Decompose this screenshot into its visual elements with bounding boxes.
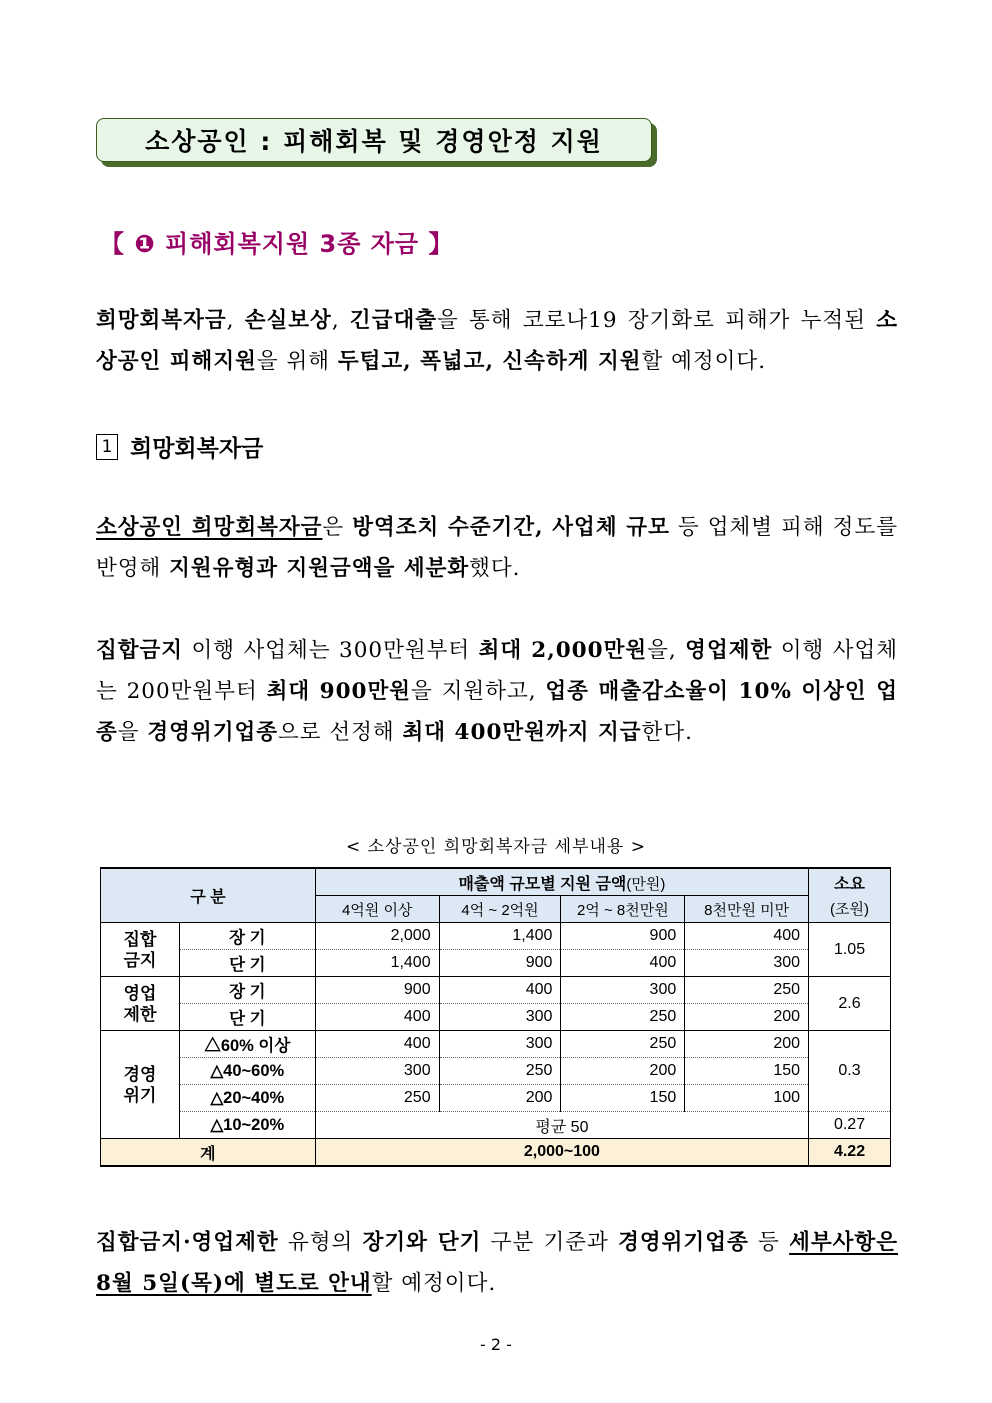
row-label: 장 기 [179,923,315,950]
para3-bold: 최대 400만원까지 지급 [402,720,642,745]
para3-text: 한다. [641,720,693,745]
intro-bold-3: 긴급대출 [349,308,437,333]
total-range: 2,000~100 [315,1139,808,1167]
table-cell: 250 [561,1004,685,1031]
table-cell: 300 [685,950,809,977]
para2-bold: 지원유형과 지원금액을 세분화 [169,556,470,581]
intro-bold-5: 두텁고, 폭넓고, 신속하게 지원 [337,349,642,374]
group-label-restrict: 영업 제한 [101,977,180,1031]
intro-text: 할 예정이다. [641,349,767,374]
row-label: △60% 이상 [179,1031,315,1058]
group-label-ban: 집합 금지 [101,923,180,977]
col-header-4: 8천만원 미만 [685,896,809,923]
page-number: - 2 - [480,1335,512,1354]
section-heading: 【 ❶ 피해회복지원 3종 자금 】 [100,230,454,258]
intro-bold-4: 소상공인 피해지원 [96,308,899,374]
table-cell: 900 [315,977,439,1004]
para3-text: 이행 사업체는 200만원부터 [96,638,898,704]
table-cell: 200 [685,1004,809,1031]
table-cell: 400 [315,1031,439,1058]
para3-text: 으로 선정해 [278,720,403,745]
table-cell: 300 [439,1004,561,1031]
para4-bold-underline: 세부사항은 8월 5일(목)에 별도로 안내 [96,1230,898,1296]
para3-text: 을 [117,720,148,745]
table-cell: 300 [315,1058,439,1085]
table-cell: 400 [439,977,561,1004]
total-sum: 4.22 [809,1139,891,1167]
sub-heading [96,430,263,463]
row-label: △10~20% [179,1112,315,1139]
title-box [96,118,652,162]
group-total-restrict: 2.6 [809,977,891,1031]
para3-text: 을 지원하고, [411,679,546,704]
col-header-1: 4억원 이상 [315,896,439,923]
header-amount-unit: (만원) [626,875,666,893]
intro-bold-1: 희망회복자금 [96,308,227,333]
row-label: 단 기 [179,1004,315,1031]
intro-text: 을 통해 코로나19 장기화로 피해가 누적된 [437,308,877,333]
group-total-ban: 1.05 [809,923,891,977]
group-total-crisis: 0.3 [809,1031,891,1112]
table-cell: 250 [561,1031,685,1058]
header-required: 소요 [809,868,891,896]
sub-heading-number: 1 [96,434,118,460]
table-cell: 400 [561,950,685,977]
intro-text: , [226,308,245,333]
paragraph-4 [96,1222,898,1304]
intro-bold-2: 손실보상 [244,308,332,333]
para3-bold: 최대 900만원 [266,679,412,704]
col-header-3: 2억 ~ 8천만원 [561,896,685,923]
para4-bold: 경영위기업종 [618,1230,749,1255]
table-cell: 200 [685,1031,809,1058]
header-division: 구 분 [101,868,316,923]
table-cell: 400 [685,923,809,950]
table-cell: 1,400 [315,950,439,977]
intro-paragraph [96,300,898,382]
para4-text: 할 예정이다. [371,1271,497,1296]
table-cell: 300 [439,1031,561,1058]
group-label-crisis: 경영 위기 [101,1031,180,1139]
table-cell: 300 [561,977,685,1004]
para4-text: 등 [748,1230,790,1255]
para2-bold-underline: 소상공인 희망회복자금 [96,515,323,540]
para3-bold: 영업제한 [685,638,773,663]
table-cell: 250 [315,1085,439,1112]
intro-text: , [331,308,350,333]
table-cell: 250 [439,1058,561,1085]
group-total-crisis-low: 0.27 [809,1112,891,1139]
para3-text: 이행 사업체는 300만원부터 [183,638,479,663]
header-amount [315,868,808,896]
para3-bold: 집합금지 [96,638,184,663]
table-cell: 200 [439,1085,561,1112]
para4-bold: 집합금지·영업제한 [96,1230,279,1255]
row-label: △40~60% [179,1058,315,1085]
table-cell: 1,400 [439,923,561,950]
support-table [100,867,891,1167]
para2-text: 등 업체별 피해 정도를 반영해 [96,515,898,581]
para2-text: 은 [322,515,353,540]
table-cell: 900 [561,923,685,950]
para4-text: 구분 기준과 [481,1230,619,1255]
row-label: △20~40% [179,1085,315,1112]
para4-bold: 장기와 단기 [362,1230,482,1255]
table-cell: 150 [685,1058,809,1085]
table-cell: 900 [439,950,561,977]
para3-bold: 업종 매출감소율이 10% 이상인 업종 [96,679,898,745]
table-cell: 150 [561,1085,685,1112]
table-caption: < 소상공인 희망회복자금 세부내용 > [345,837,646,857]
para2-bold: 방역조치 수준기간, 사업체 규모 [352,515,670,540]
table-cell: 200 [561,1058,685,1085]
sub-heading-text: 희망회복자금 [130,436,264,462]
row-label: 장 기 [179,977,315,1004]
table-cell: 2,000 [315,923,439,950]
table-cell: 400 [315,1004,439,1031]
header-required-unit: (조원) [809,896,891,923]
table-cell: 100 [685,1085,809,1112]
table-cell-average: 평균 50 [315,1112,808,1139]
table-cell: 250 [685,977,809,1004]
para3-bold: 최대 2,000만원 [478,638,648,663]
paragraph-3 [96,630,898,753]
para3-text: 을, [647,638,686,663]
header-amount-main: 매출액 규모별 지원 금액 [458,875,627,893]
page-title: 소상공인 : 피해회복 및 경영안정 지원 [96,118,652,162]
intro-text: 을 위해 [256,349,338,374]
para4-text: 유형의 [278,1230,363,1255]
para2-text: 했다. [469,556,521,581]
total-label: 계 [101,1139,316,1167]
paragraph-2 [96,507,898,589]
row-label: 단 기 [179,950,315,977]
para3-bold: 경영위기업종 [147,720,279,745]
col-header-2: 4억 ~ 2억원 [439,896,561,923]
